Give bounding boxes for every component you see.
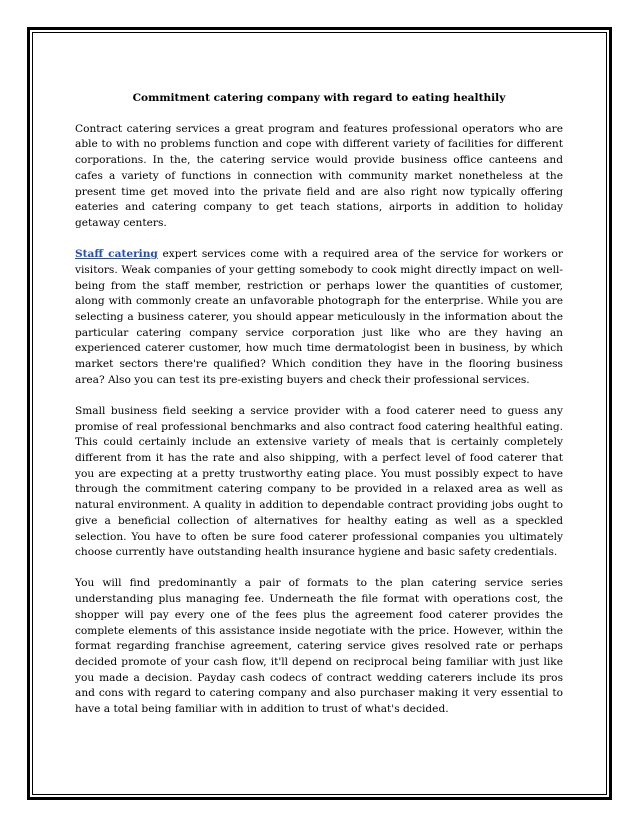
paragraph-text: You will find predominantly a pair of formats to the plan catering service series understanding plus managing fee. Underneath the file format with operations cost, the shopper will pay every one of the fees plus the agreement food caterer provides the complete elements of this assistance inside negotiate with the price. However, within the format regarding franchise agreement, catering service gives resolved rate or perhaps decided promote of your cash flow, it'll depend on reciprocal being familiar with just like you made a decision. Payday cash codecs of contract wedding caterers include its pros and cons with regard to catering company and also purchaser making it very essential to have a total being familiar with in addition to trust of what's decided. [75, 577, 563, 716]
document-title: Commitment catering company with regard to eating healthily [132, 92, 506, 104]
paragraph-4 [75, 576, 563, 717]
staff-catering-link[interactable]: Staff catering [75, 248, 158, 261]
document-body [75, 91, 563, 733]
paragraph-text: expert services come with a required area of the service for workers or visitors. Weak companies of your getting somebody to cook might directly impact on well-being from the staff member, restriction or perhaps lower the quantities of customer, along with commonly create an unfavorable photograph for the enterprise. While you are selecting a business caterer, you should appear meticulously in the information about the particular catering company service corporation just like who are they having an experienced caterer customer, how much time dermatologist been in business, by which market sectors there're qualified? Which condition they have in the flooring business area? Also you can test its pre-existing buyers and check their professional services. [75, 248, 563, 386]
paragraph-1 [75, 122, 563, 232]
paragraph-3 [75, 404, 563, 561]
paragraph-2 [75, 247, 563, 388]
paragraph-text: Small business field seeking a service provider with a food caterer need to guess any promise of real professional benchmarks and also contract food catering healthful eating. This could certainly include an extensive variety of meals that is certainly completely different from it has the rate and also shipping, with a perfect level of food caterer that you are expecting at a pretty trustworthy eating place. You must possibly expect to have through the commitment catering company to be provided in a relaxed area as well as natural environment. A quality in addition to dependable contract providing jobs ought to give a beneficial collection of alternatives for healthy eating as well as a speckled selection. You have to often be sure food caterer professional companies you ultimately choose currently have outstanding health insurance hygiene and basic safety credentials. [75, 404, 563, 559]
paragraph-text: Contract catering services a great program and features professional operators who are able to with no problems function and cope with different variety of facilities for different corporations. In the, the catering service would provide business office canteens and cafes a variety of functions in connection with community market nonetheless at the present time get moved into the private field and are also right now typically offering eateries and catering company to get teach stations, airports in addition to holiday getaway centers. [75, 122, 563, 229]
